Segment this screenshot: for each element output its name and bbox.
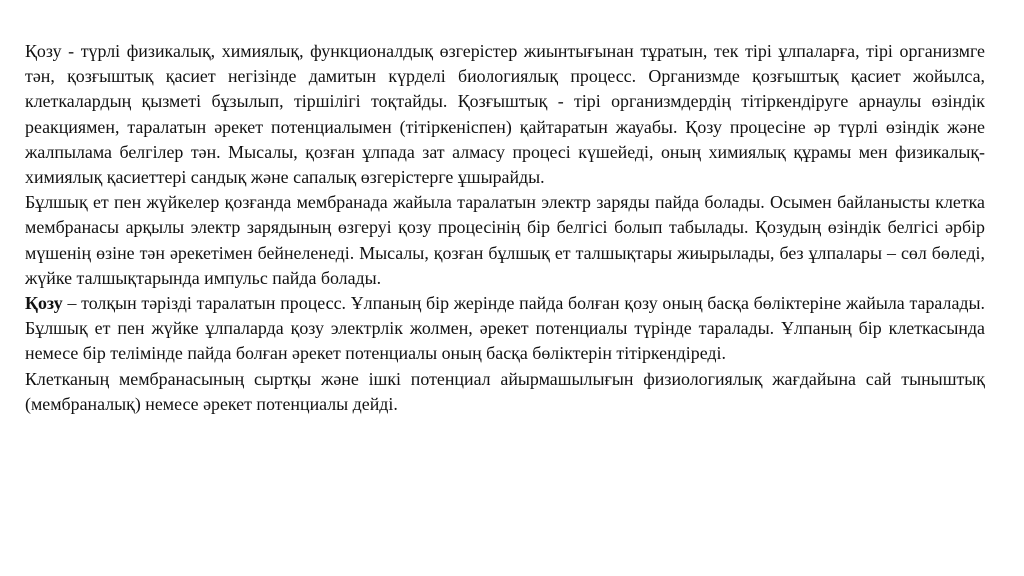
paragraph-bold-term: Қозу — [25, 293, 63, 314]
paragraph-excitation-wave — [25, 291, 985, 367]
paragraph-text: – толқын тәрізді таралатын процесс. Ұлпаның бір жерінде пайда болған қозу оның басқа бөліктеріне жайыла таралады. Бұлшық ет пен жүйке ұлпаларда қозу электрлік жолмен, әрекет потенциалы түрінде таралады. Ұлпаның бір клеткасында немесе бір телімінде пайда болған әрекет потенциалы оның басқа бөліктерін тітіркендіреді. — [25, 293, 985, 364]
paragraph-muscle-nerve-charge — [25, 190, 985, 291]
paragraph-text: Бұлшық ет пен жүйкелер қозғанда мембранада жайыла таралатын электр заряды пайда болады. Осымен байланысты клетка мембранасы арқылы электр зарядының өзгеруі қозу процесінің бір белгісі болып табылады. Қозудың өзіндік белгісі әрбір мүшенің өзіне тән әрекетімен бейнеленеді. Мысалы, қозған бұлшық ет талшықтары жиырылады, без ұлпалары – сөл бөледі, жүйке талшықтарында импульс пайда болады. — [25, 192, 985, 288]
paragraph-excitation-definition — [25, 39, 985, 190]
slide-text-block — [25, 39, 985, 417]
paragraph-membrane-potential — [25, 367, 985, 417]
paragraph-text: Қозу - түрлі физикалық, химиялық, функционалдық өзгерістер жиынтығынан тұратын, тек тірі ұлпаларға, тірі организмге тән, қозғыштық қасиет негізінде дамитын күрделі биологиялық процесс. Организмде қозғыштық қасиет жойылса, клеткалардың қызметі бұзылып, тіршілігі тоқтайды. Қозғыштық - тірі организмдердің тітіркендіруге арнаулы өзіндік реакциямен, таралатын әрекет потенциалымен (тітіркеніспен) қайтаратын жауабы. Қозу процесіне әр түрлі өзіндік және жалпылама белгілер тән. Мысалы, қозған ұлпада зат алмасу процесі күшейеді, оның химиялық құрамы мен физикалық-химиялық қасиеттері сандық және сапалық өзгерістерге ұшырайды. — [25, 41, 985, 188]
paragraph-text: Клетканың мембранасының сыртқы және ішкі потенциал айырмашылығын физиологиялық жағдайына сай тыныштық (мембраналық) немесе әрекет потенциалы дейді. — [25, 368, 985, 414]
